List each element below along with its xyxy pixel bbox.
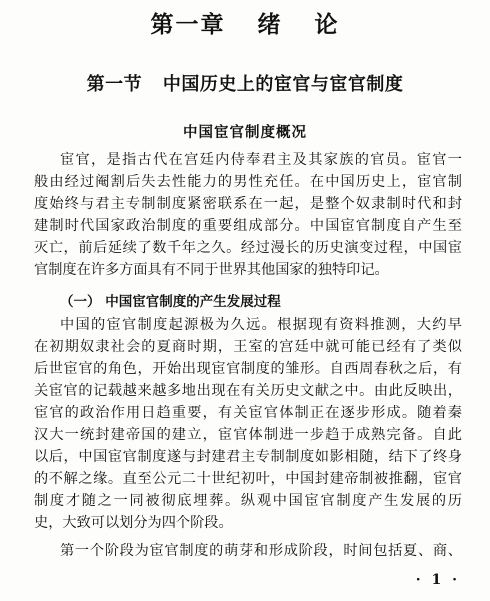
page-number: · 1 · [415,572,460,588]
paragraph-line: 汉大一统封建帝国的建立，宦官体制进一步趋于成熟完备。自此 [34,427,462,443]
paragraph-line: 灭亡，前后延续了数千年之久。经过漫长的历史演变过程，中国宦 [34,240,462,256]
paragraph-line: 制度才随之一同被彻底埋葬。纵观中国宦官制度产生发展的历 [34,493,462,509]
subsection-title: 中国宦官制度概况 [183,125,307,141]
paragraph-line: 史，大致可以划分为四个阶段。 [34,515,233,531]
paragraph-line: 般由经过阉割后失去性能力的男性充任。在中国历史上，宦官制 [34,174,462,190]
paragraph-line: 建制时代国家政治制度的重要组成部分。中国宦官制度自产生至 [34,218,462,234]
paragraph-line: 官制度在许多方面具有不同于世界其他国家的独特印记。 [34,262,389,278]
paragraph-line: 的不解之缘。直至公元二十世纪初叶，中国封建帝制被推翻，宦官 [34,471,462,487]
paragraph-line: 度始终与君主专制制度紧密联系在一起，是整个奴隶制时代和封 [34,196,462,212]
paragraph-line: 以后，中国宦官制度遂与封建君主专制制度如影相随，结下了终身 [34,449,462,465]
section-title: 第一节 中国历史上的宦官与宦官制度 [86,74,404,95]
chapter-title: 第一章 绪 论 [150,11,340,38]
paragraph-line: 宦官的政治作用日趋重要，有关宦官体制正在逐步形成。随着秦 [34,405,462,421]
paragraph-line: 关宦官的记载越来越多地出现在有关历史文献之中。由此反映出， [34,383,462,399]
paragraph-line: 宦官，是指古代在宫廷内侍奉君主及其家族的官员。宦官一 [60,152,462,168]
numbered-heading: （一） 中国宦官制度的产生发展过程 [60,294,281,310]
paragraph-line: 中国的宦官制度起源极为久远。根据现有资料推测，大约早 [60,317,462,333]
paragraph-line: 后世宦官的角色，开始出现宦官制度的雏形。自西周春秋之后，有 [34,361,462,377]
paragraph-line: 在初期奴隶社会的夏商时期，王室的宫廷中就可能已经有了类似 [34,339,462,355]
paragraph-line: 第一个阶段为宦官制度的萌芽和形成阶段，时间包括夏、商、 [60,543,462,559]
